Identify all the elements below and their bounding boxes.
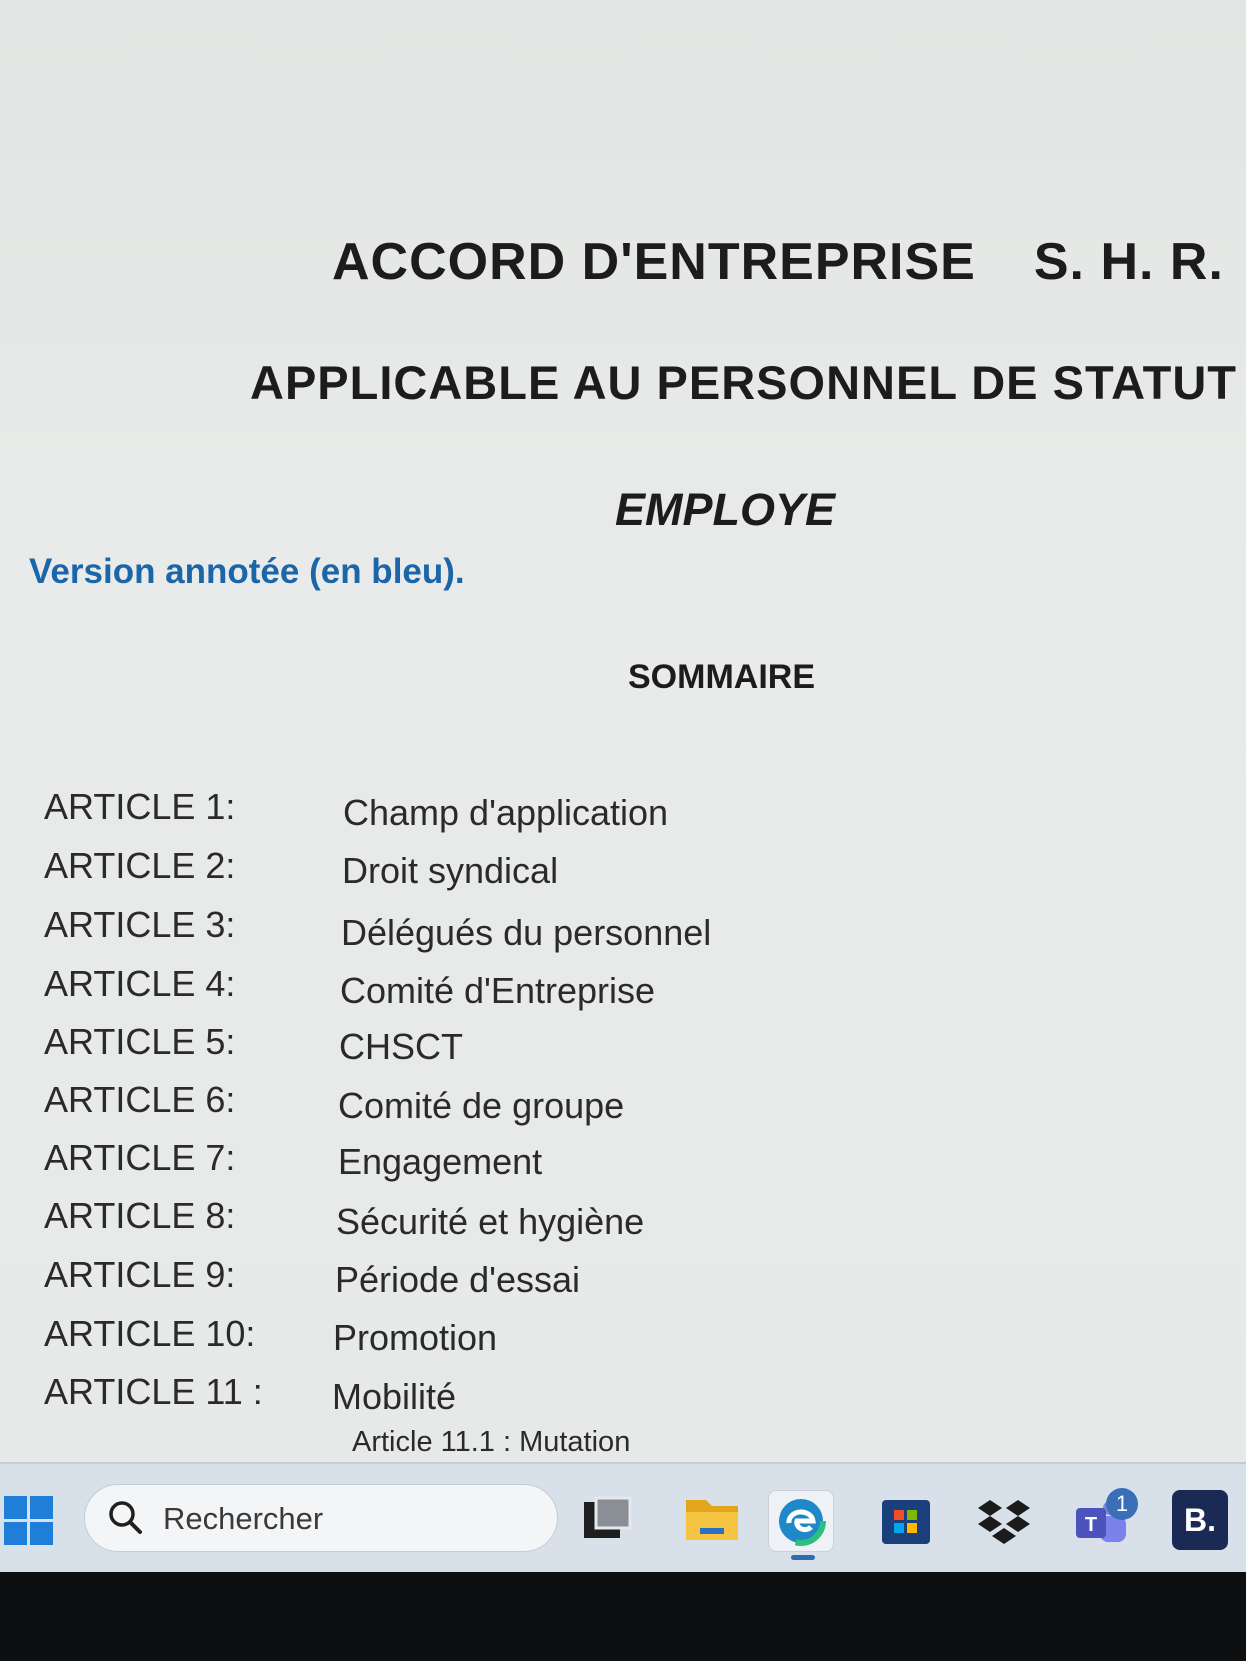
toc-row [0, 1371, 1246, 1431]
annotation-note: Version annotée (en bleu). [29, 552, 465, 591]
task-view-icon[interactable] [576, 1490, 640, 1550]
article-title: Engagement [338, 1141, 543, 1182]
toc-row [0, 786, 1246, 846]
article-label: ARTICLE 9: [44, 1254, 236, 1295]
dropbox-icon[interactable] [972, 1490, 1036, 1550]
article-title: Délégués du personnel [341, 912, 712, 953]
article-label: ARTICLE 11 : [44, 1371, 263, 1412]
toc-row [0, 904, 1246, 964]
article-label: ARTICLE 7: [44, 1137, 236, 1178]
active-indicator [791, 1555, 815, 1560]
article-title: Champ d'application [343, 792, 669, 833]
article-title: CHSCT [339, 1026, 463, 1067]
summary-heading: SOMMAIRE [628, 658, 815, 696]
toc-row [0, 963, 1246, 1023]
edge-icon[interactable] [768, 1490, 834, 1552]
search-icon [107, 1499, 143, 1535]
document-status: EMPLOYE [615, 484, 836, 535]
article-label: ARTICLE 10: [44, 1313, 256, 1354]
taskbar [0, 1462, 1246, 1574]
sub-article: Article 11.1 : Mutation [352, 1426, 631, 1458]
article-label: ARTICLE 3: [44, 904, 236, 945]
svg-text:T: T [1084, 1514, 1098, 1536]
article-label: ARTICLE 5: [44, 1021, 236, 1062]
article-label: ARTICLE 8: [44, 1195, 236, 1236]
article-label: ARTICLE 6: [44, 1079, 236, 1120]
article-title: Période d'essai [335, 1259, 581, 1300]
article-label: ARTICLE 4: [44, 963, 236, 1004]
windows-start-icon[interactable] [4, 1496, 54, 1546]
article-title: Comité d'Entreprise [340, 970, 655, 1011]
toc-row [0, 1137, 1246, 1197]
article-title: Comité de groupe [338, 1085, 625, 1126]
toc-row [0, 845, 1246, 905]
teams-notification-badge: 1 [1106, 1488, 1138, 1520]
toc-row [0, 1254, 1246, 1314]
search-placeholder: Rechercher [163, 1501, 324, 1536]
article-label: ARTICLE 1: [44, 786, 236, 827]
toc-row [0, 1195, 1246, 1255]
article-title: Sécurité et hygiène [336, 1201, 645, 1242]
toc-row [0, 1079, 1246, 1139]
document-subtitle: APPLICABLE AU PERSONNEL DE STATUT [250, 356, 1237, 409]
microsoft-store-icon[interactable] [874, 1490, 938, 1550]
toc-row [0, 1021, 1246, 1081]
article-label: ARTICLE 2: [44, 845, 236, 886]
article-title: Droit syndical [342, 850, 559, 891]
b-app-icon[interactable]: B. [1172, 1490, 1228, 1550]
article-title: Promotion [333, 1317, 498, 1358]
screen-bezel [0, 1572, 1246, 1661]
file-explorer-icon[interactable] [680, 1490, 744, 1550]
toc-row [0, 1313, 1246, 1373]
article-title: Mobilité [332, 1376, 457, 1417]
search-box[interactable] [84, 1484, 558, 1552]
document-title: ACCORD D'ENTREPRISE S. H. R. [332, 233, 1224, 291]
